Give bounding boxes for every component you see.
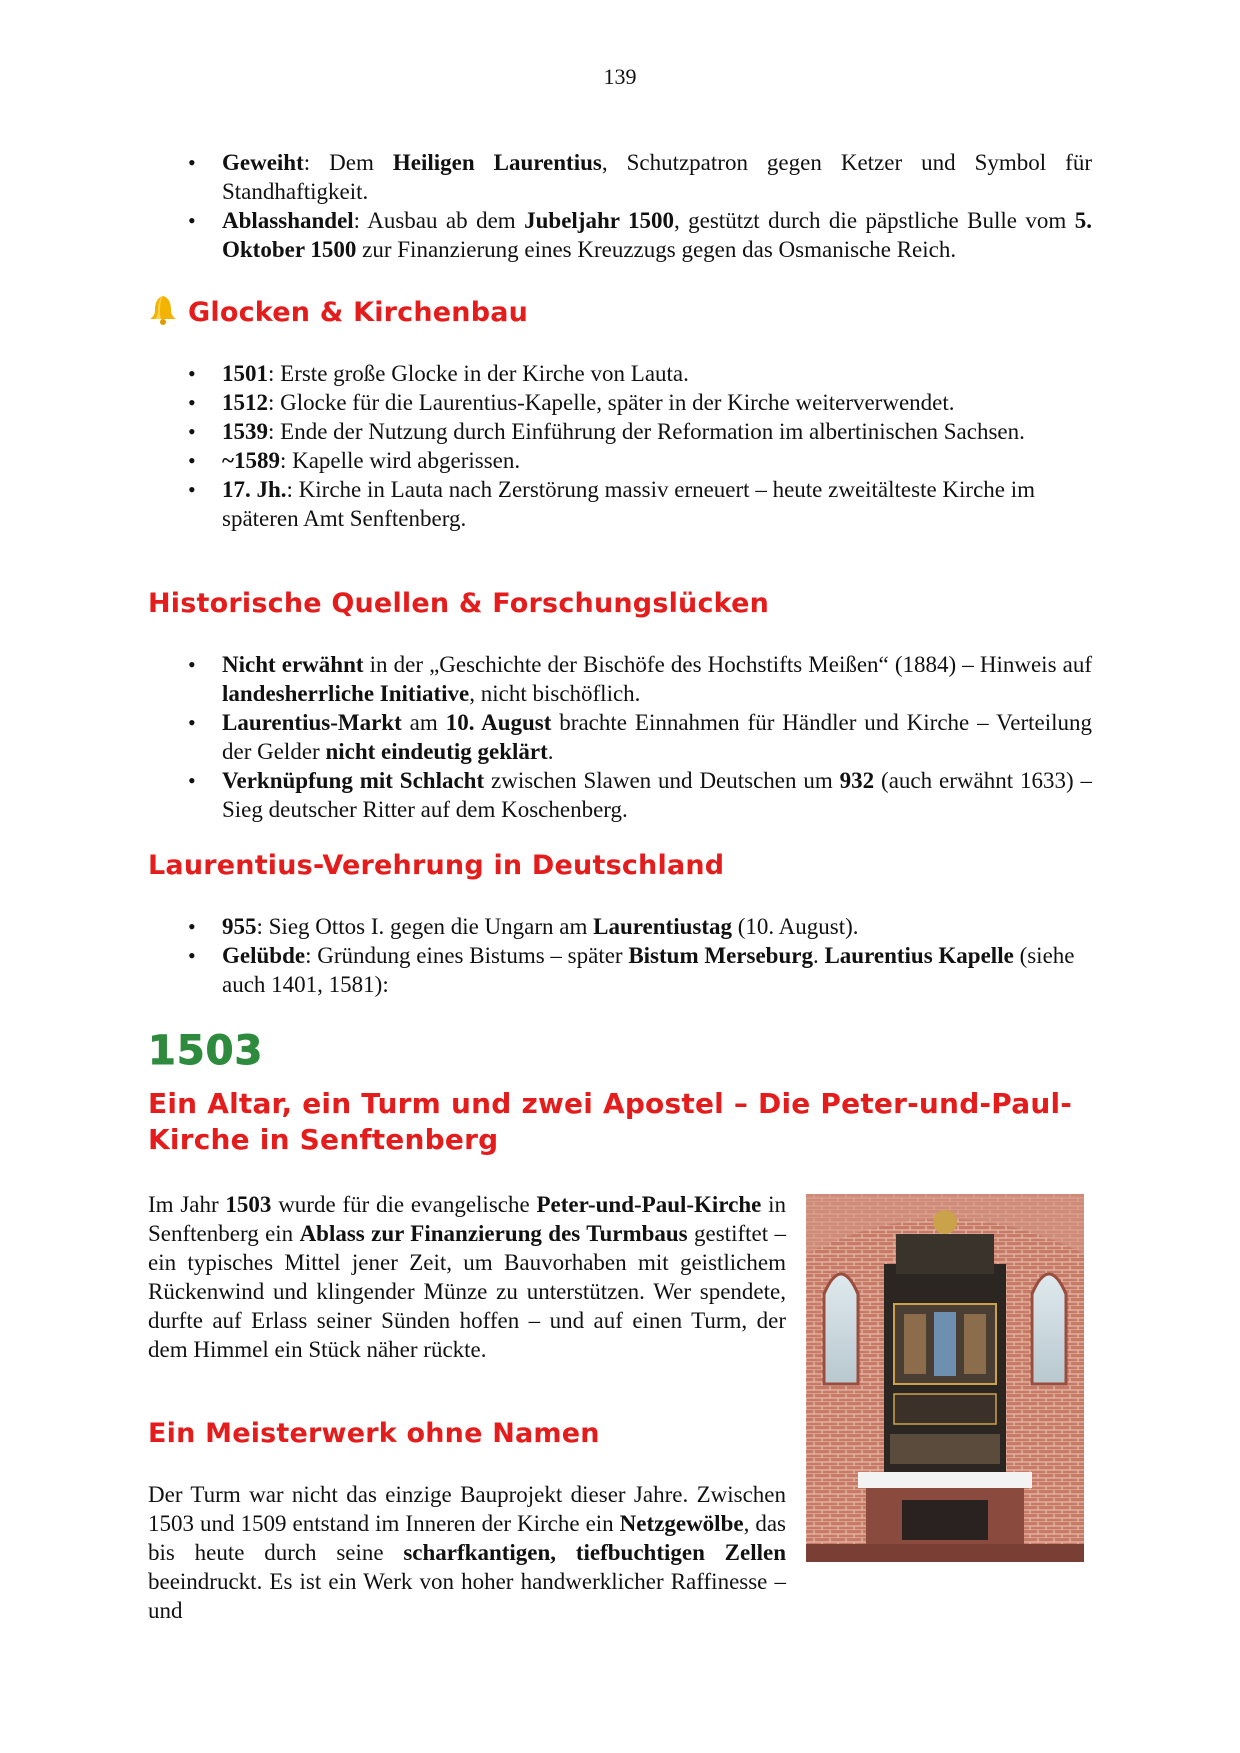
- list-item: • 1501: Erste große Glocke in der Kirche von Lauta.: [184, 359, 1092, 388]
- list-item: • 955: Sieg Ottos I. gegen die Ungarn am Laurentiustag (10. August).: [184, 912, 1092, 941]
- altar-photo: [806, 1194, 1084, 1562]
- section-heading-quellen: Historische Quellen & Forschungslücken: [148, 588, 770, 619]
- bell-icon: [148, 294, 178, 333]
- article-paragraph-1: Im Jahr 1503 wurde für die evangelische Peter-und-Paul-Kirche in Senftenberg ein Ablass zur Finanzierung des Turmbaus gestiftet – ein typisches Mittel jener Zeit, um Bauvorhaben mit geistlichem Rückenwind und klingender Münze zu unterstützen. Wer spendete, durfte auf Erlass seiner Sünden hoffen – und auf einen Turm, der dem Himmel ein Stück näher rückte.: [148, 1192, 786, 1362]
- list-item: • Ablasshandel: Ausbau ab dem Jubeljahr 1500, gestützt durch die päpstliche Bulle vom 5. Oktober 1500 zur Finanzierung eines Kreuzzugs gegen das Osmanische Reich.: [184, 206, 1092, 264]
- sources-list: [184, 650, 1092, 824]
- article-paragraph-2: Der Turm war nicht das einzige Bauprojekt dieser Jahre. Zwischen 1503 und 1509 entstand im Inneren der Kirche ein Netzgewölbe, das bis heute durch seine scharfkantigen, tiefbuchtigen Zellen beeindruckt. Es ist ein Werk von hoher handwerklicher Raffinesse – und: [148, 1482, 786, 1623]
- article-title: Ein Altar, ein Turm und zwei Apostel – Die Peter-und-Paul-Kirche in Senftenberg: [148, 1087, 1073, 1156]
- list-item: • ~1589: Kapelle wird abgerissen.: [184, 446, 1092, 475]
- bells-list: [184, 359, 1092, 533]
- list-item: • Gelübde: Gründung eines Bistums – später Bistum Merseburg. Laurentius Kapelle (siehe auch 1401, 1581):: [184, 941, 1092, 999]
- list-item: • Verknüpfung mit Schlacht zwischen Slawen und Deutschen um 932 (auch erwähnt 1633) – Sieg deutscher Ritter auf dem Koschenberg.: [184, 766, 1092, 824]
- list-item: • 1512: Glocke für die Laurentius-Kapelle, später in der Kirche weiterverwendet.: [184, 388, 1092, 417]
- veneration-list: [184, 912, 1092, 999]
- section-heading-verehrung: Laurentius-Verehrung in Deutschland: [148, 850, 725, 881]
- page-number: 139: [603, 64, 637, 89]
- list-item: • Laurentius-Markt am 10. August brachte Einnahmen für Händler und Kirche – Verteilung der Gelder nicht eindeutig geklärt.: [184, 708, 1092, 766]
- section-heading-glocken: Glocken & Kirchenbau: [148, 294, 528, 333]
- list-item: • 17. Jh.: Kirche in Lauta nach Zerstörung massiv erneuert – heute zweitälteste Kirche im späteren Amt Senftenberg.: [184, 475, 1092, 533]
- list-item: • Nicht erwähnt in der „Geschichte der Bischöfe des Hochstifts Meißen“ (1884) – Hinweis auf landesherrliche Initiative, nicht bischöflich.: [184, 650, 1092, 708]
- year-heading: 1503: [148, 1028, 264, 1074]
- article-subtitle: Ein Meisterwerk ohne Namen: [148, 1418, 600, 1449]
- list-item: • Geweiht: Dem Heiligen Laurentius, Schutzpatron gegen Ketzer und Symbol für Standhaftigkeit.: [184, 148, 1092, 206]
- list-item: • 1539: Ende der Nutzung durch Einführung der Reformation im albertinischen Sachsen.: [184, 417, 1092, 446]
- intro-list: [184, 148, 1092, 264]
